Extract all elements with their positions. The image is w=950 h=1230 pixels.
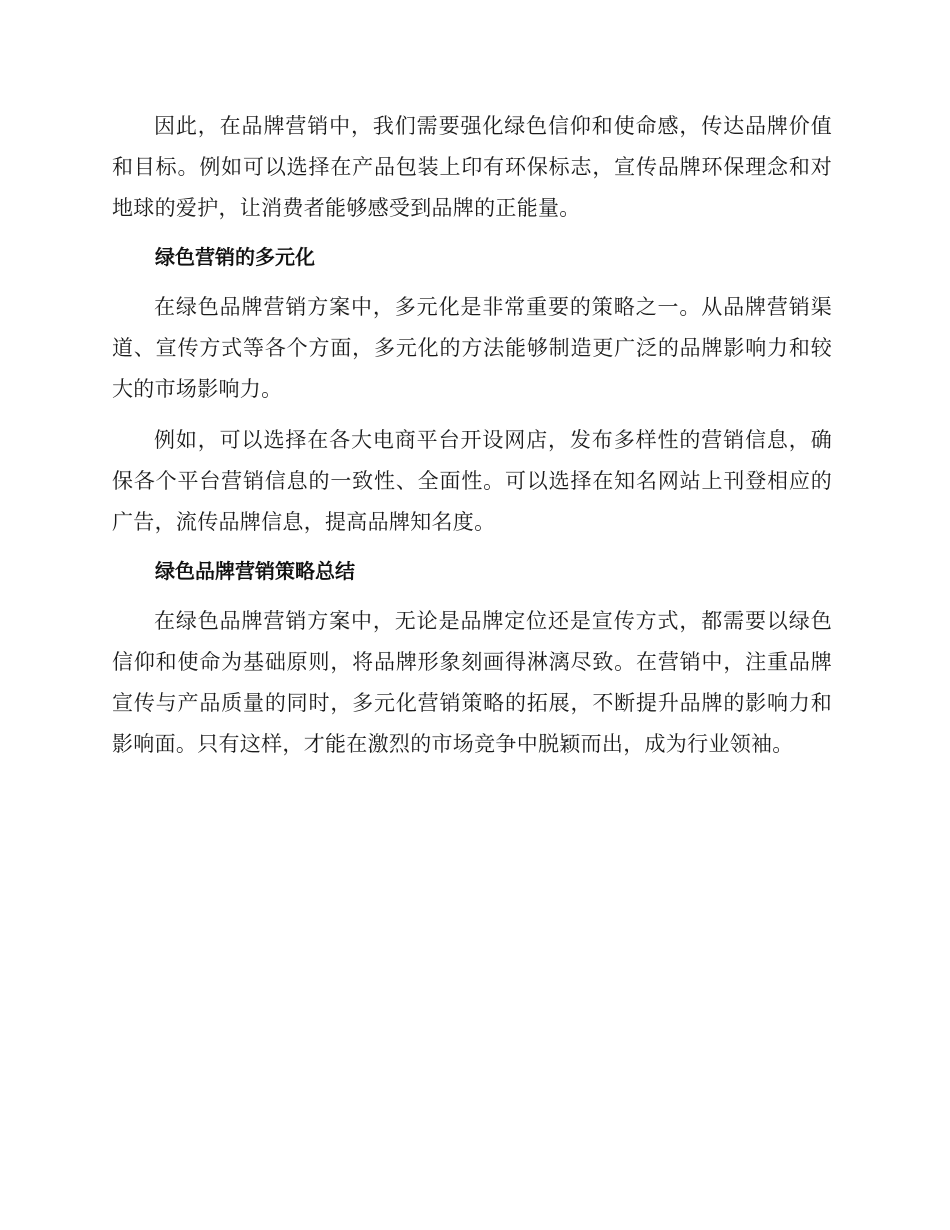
paragraph-summary: 在绿色品牌营销方案中，无论是品牌定位还是宣传方式，都需要以绿色信仰和使命为基础原则，将品牌形象刻画得淋漓尽致。在营销中，注重品牌宣传与产品质量的同时，多元化营销策略的拓展，不断提升品牌的影响力和影响面。只有这样，才能在激烈的市场竞争中脱颖而出，成为行业领袖。	[112, 609, 832, 756]
heading-strategy-summary: 绿色品牌营销策略总结	[155, 559, 355, 583]
paragraph-diversification-example: 例如，可以选择在各大电商平台开设网店，发布多样性的营销信息，确保各个平台营销信息的一致性、全面性。可以选择在知名网站上刊登相应的广告，流传品牌信息，提高品牌知名度。	[112, 428, 832, 534]
paragraph-brand-mission: 因此，在品牌营销中，我们需要强化绿色信仰和使命感，传达品牌价值和目标。例如可以选择在产品包装上印有环保标志，宣传品牌环保理念和对地球的爱护，让消费者能够感受到品牌的正能量。	[112, 114, 832, 220]
heading-green-marketing-diversification: 绿色营销的多元化	[155, 245, 315, 269]
document-body	[112, 106, 832, 775]
paragraph-diversification-strategy: 在绿色品牌营销方案中，多元化是非常重要的策略之一。从品牌营销渠道、宣传方式等各个方面，多元化的方法能够制造更广泛的品牌影响力和较大的市场影响力。	[112, 295, 832, 401]
